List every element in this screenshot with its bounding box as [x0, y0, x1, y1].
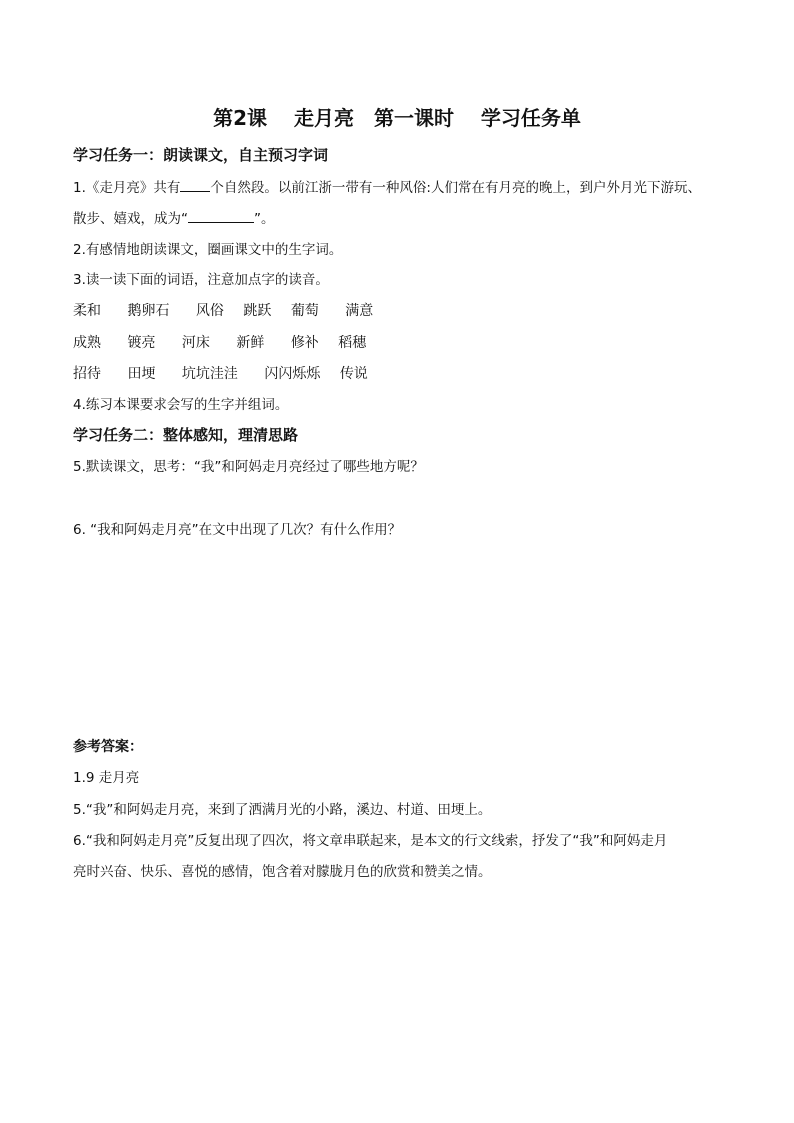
document-title: 第2课 走月亮 第一课时 学习任务单 — [213, 106, 581, 130]
task2-heading: 学习任务二：整体感知，理清思路 — [73, 426, 299, 444]
word-item: 修补 — [290, 335, 319, 351]
fill-blank-custom-name — [188, 208, 254, 223]
word-item: 跳跃 — [243, 303, 272, 319]
word-item: 风俗 — [195, 303, 224, 319]
answer-5: 5.“我”和阿妈走月亮，来到了洒满月光的小路，溪边、村道、田埂上。 — [73, 802, 492, 818]
answers-heading: 参考答案： — [73, 739, 143, 755]
question-1-text-d: ”。 — [254, 211, 275, 227]
word-item: 镀亮 — [127, 335, 156, 351]
question-1-line-1 — [73, 177, 701, 198]
question-1-text-b: 个自然段。以前江浙一带有一种风俗:人们常在有月亮的晚上，到户外月光下游玩、 — [210, 180, 701, 196]
word-item: 柔和 — [73, 303, 101, 319]
question-2: 2.有感情地朗读课文，圈画课文中的生字词。 — [73, 242, 343, 258]
answer-6-line-2: 亮时兴奋、快乐、喜悦的感情，饱含着对朦胧月色的欣赏和赞美之情。 — [73, 864, 492, 880]
question-1-text-a: 1.《走月亮》共有 — [73, 180, 181, 196]
question-1-text-c: 散步、嬉戏，成为“ — [73, 211, 188, 227]
word-item: 稻穗 — [338, 335, 367, 351]
word-row-3 — [73, 364, 388, 384]
word-row-1 — [73, 301, 393, 321]
word-item: 满意 — [345, 303, 374, 319]
word-item: 新鲜 — [236, 335, 265, 351]
word-item: 葡萄 — [290, 303, 319, 319]
word-item: 成熟 — [73, 335, 101, 351]
question-6: 6. “我和阿妈走月亮”在文中出现了几次？有什么作用？ — [73, 522, 402, 538]
word-item: 招待 — [73, 366, 101, 382]
answer-1: 1.9 走月亮 — [73, 770, 140, 786]
question-4: 4.练习本课要求会写的生字并组词。 — [73, 397, 289, 413]
task1-heading: 学习任务一：朗读课文，自主预习字词 — [73, 146, 329, 164]
word-row-2 — [73, 333, 386, 353]
word-item: 鹅卵石 — [127, 303, 170, 319]
word-item: 坑坑洼洼 — [181, 366, 238, 382]
word-item: 河床 — [181, 335, 210, 351]
word-item: 传说 — [339, 366, 368, 382]
answer-6-line-1: 6.“我和阿妈走月亮”反复出现了四次，将文章串联起来，是本文的行文线索，抒发了“我”和阿妈走月 — [73, 833, 668, 849]
question-3: 3.读一读下面的词语，注意加点字的读音。 — [73, 272, 329, 288]
word-item: 田埂 — [127, 366, 156, 382]
question-5: 5.默读课文，思考：“我”和阿妈走月亮经过了哪些地方呢？ — [73, 459, 424, 475]
question-1-line-2 — [73, 208, 275, 229]
fill-blank-paragraph-count — [180, 177, 210, 192]
word-item: 闪闪烁烁 — [264, 366, 321, 382]
